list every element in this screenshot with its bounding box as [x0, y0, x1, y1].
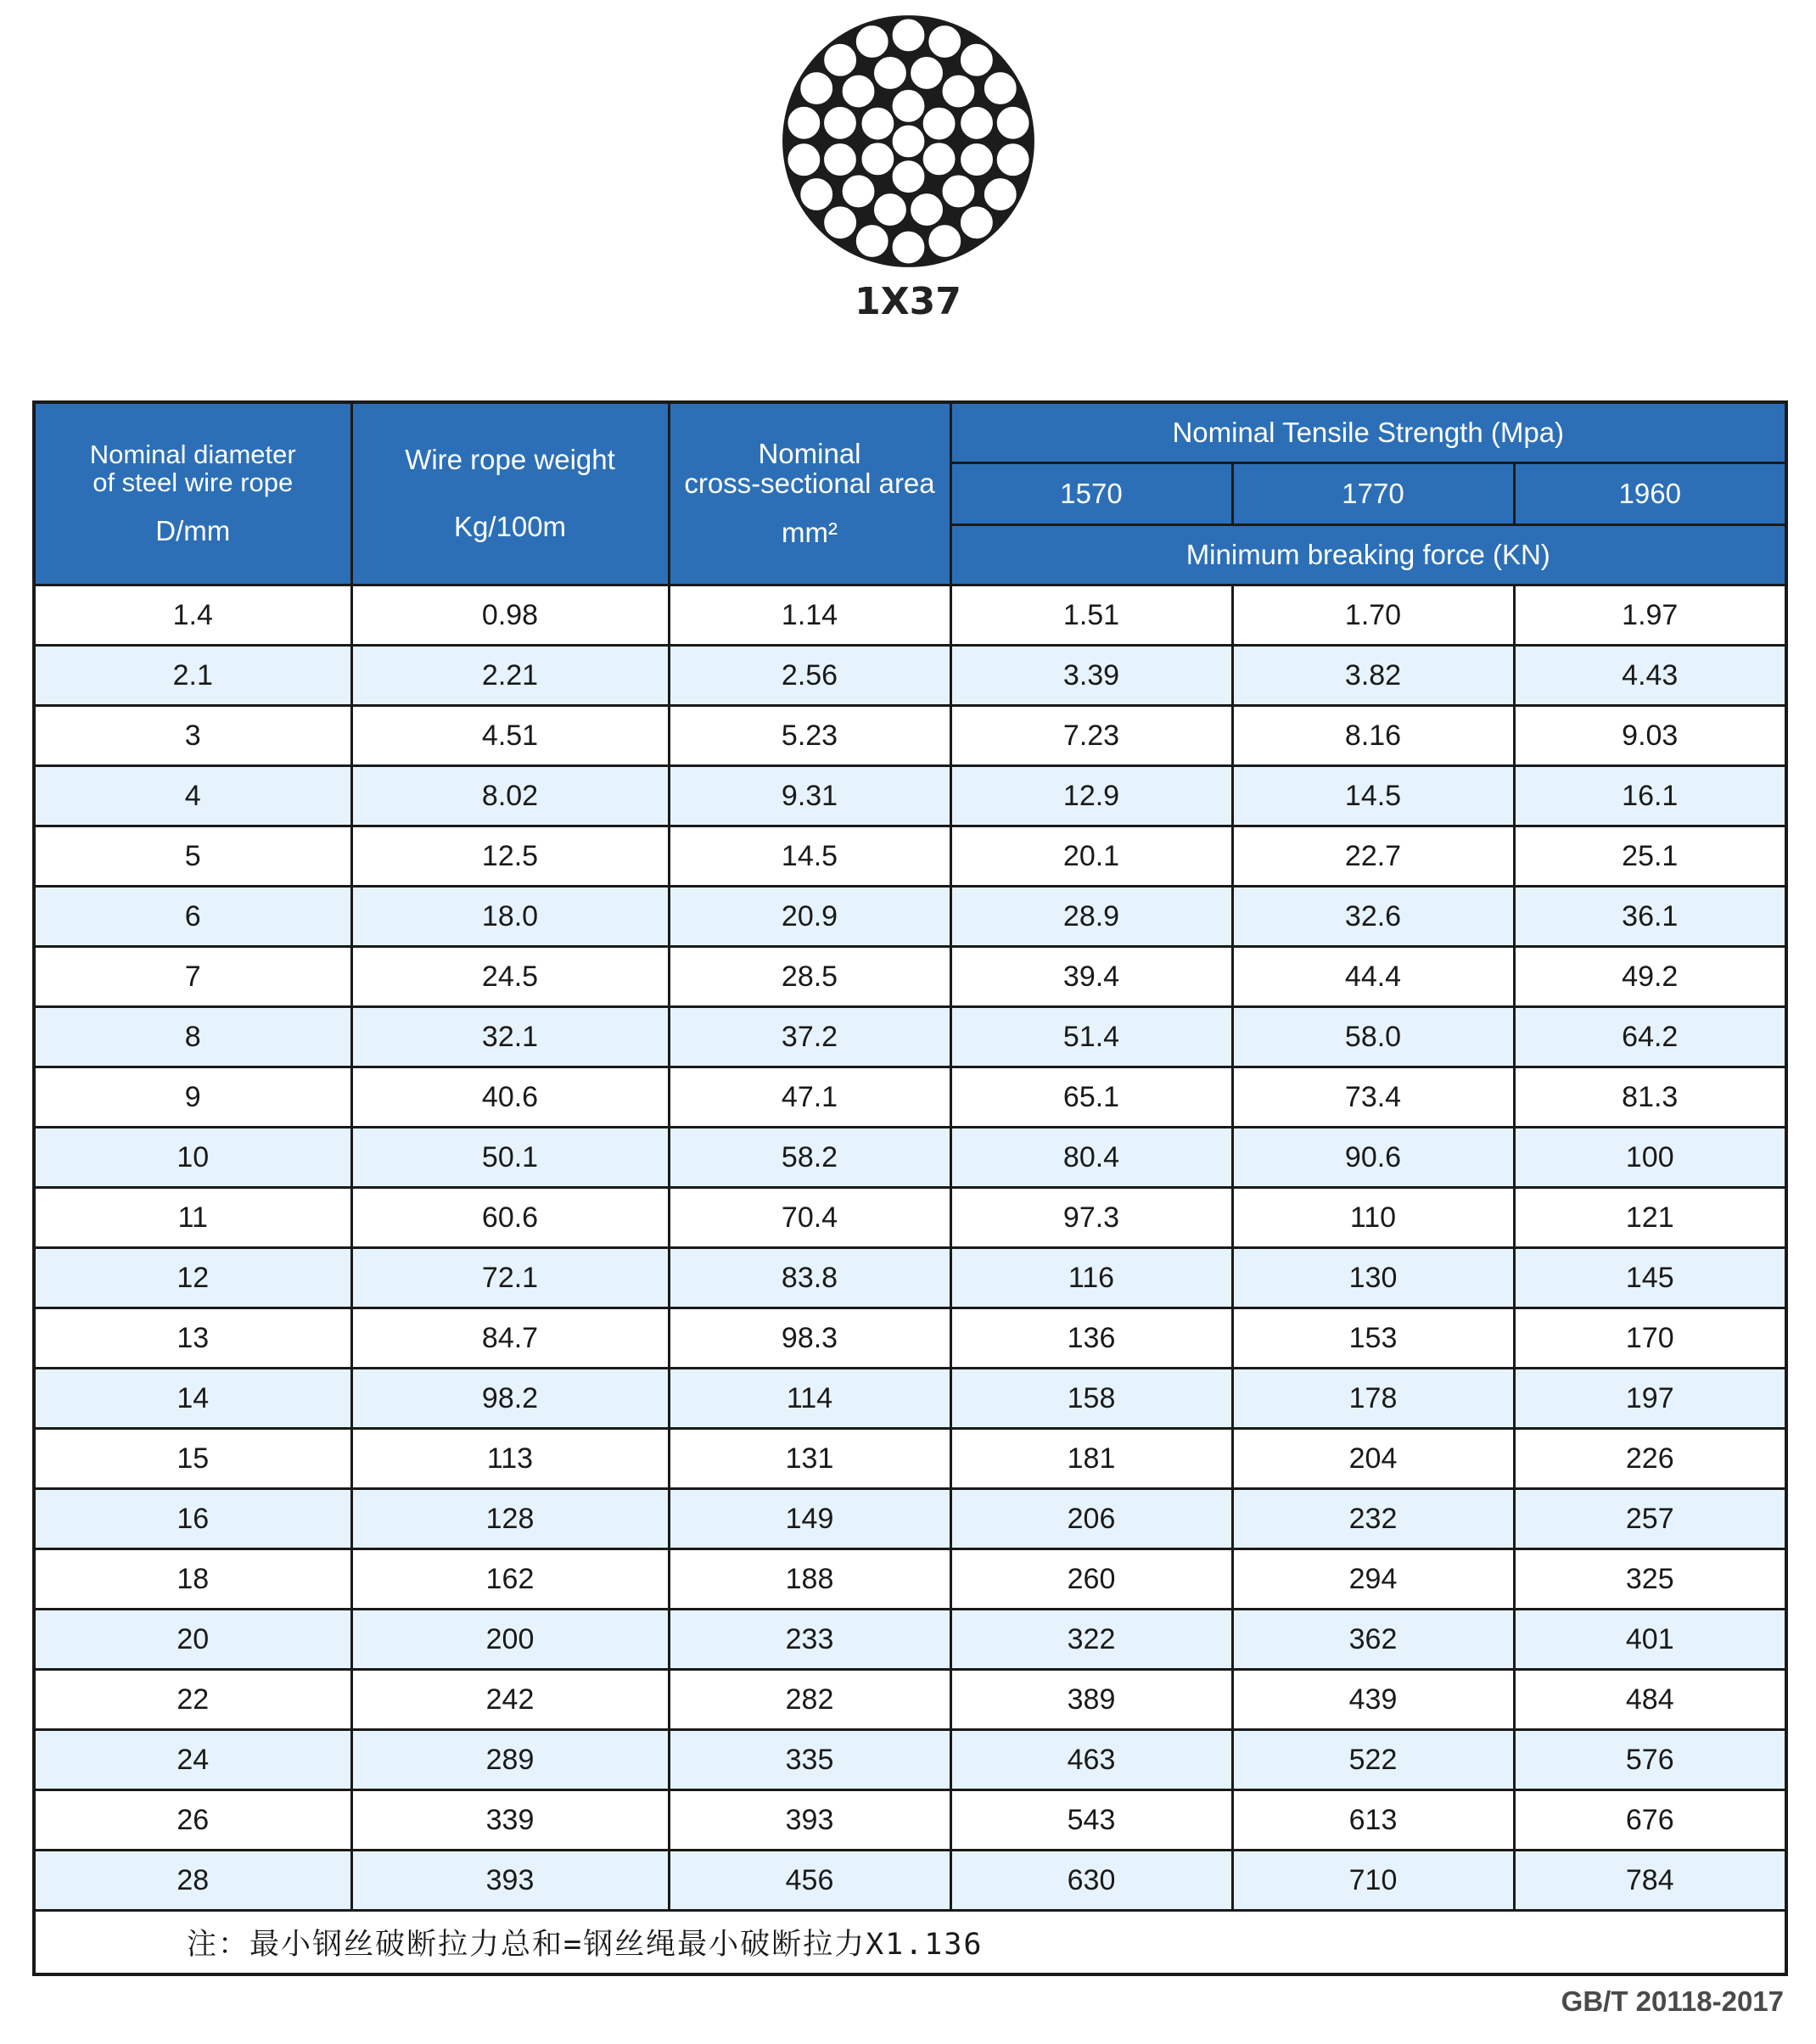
table-cell: 24.5	[351, 947, 669, 1007]
table-cell: 0.98	[351, 585, 669, 646]
table-cell: 2.56	[669, 646, 950, 706]
header-diameter-line1: Nominal diameter	[89, 440, 296, 470]
table-cell: 178	[1232, 1369, 1514, 1429]
table-cell: 613	[1232, 1790, 1514, 1851]
wire-strand	[960, 106, 994, 140]
wire-strand	[860, 107, 894, 141]
table-row	[34, 1730, 1786, 1790]
header-weight-unit: Kg/100m	[453, 511, 567, 542]
wire-strand	[910, 193, 944, 227]
table-cell: 401	[1514, 1610, 1786, 1670]
table-header	[34, 402, 1786, 585]
header-weight-label: Wire rope weight	[405, 444, 615, 476]
wire-strand	[960, 143, 994, 176]
wire-strand	[842, 75, 876, 109]
table-cell: 3.39	[950, 646, 1232, 706]
table-cell: 393	[669, 1790, 950, 1851]
table-cell: 4	[34, 766, 351, 826]
table-row	[34, 887, 1786, 947]
wire-strand	[787, 143, 821, 176]
wire-strand	[799, 177, 833, 211]
wire-strand	[787, 106, 821, 140]
table-cell: 162	[351, 1549, 669, 1610]
table-cell: 9	[34, 1067, 351, 1128]
header-diameter	[34, 402, 351, 585]
header-weight	[351, 402, 669, 585]
table-cell: 22	[34, 1670, 351, 1730]
table-cell: 233	[669, 1610, 950, 1670]
table-cell: 188	[669, 1549, 950, 1610]
table-cell: 73.4	[1232, 1067, 1514, 1128]
table-cell: 439	[1232, 1670, 1514, 1730]
table-cell: 282	[669, 1670, 950, 1730]
table-cell: 50.1	[351, 1128, 669, 1188]
table-cell: 289	[351, 1730, 669, 1790]
table-row	[34, 1610, 1786, 1670]
wire-strand	[860, 142, 894, 176]
table-cell: 114	[669, 1369, 950, 1429]
table-cell: 14.5	[1232, 766, 1514, 826]
table-cell: 14.5	[669, 826, 950, 887]
wire-strand	[960, 43, 994, 77]
table-cell: 20	[34, 1610, 351, 1670]
header-grade-1770: 1770	[1232, 463, 1514, 525]
header-area-line1: Nominal	[758, 438, 861, 470]
table-cell: 257	[1514, 1489, 1786, 1549]
header-area-unit: mm²	[782, 517, 838, 549]
table-cell: 28.5	[669, 947, 950, 1007]
table-cell: 12	[34, 1248, 351, 1308]
table-cell: 110	[1232, 1188, 1514, 1248]
table-cell: 226	[1514, 1429, 1786, 1489]
wire-strand	[823, 43, 857, 77]
wire-strand	[892, 125, 926, 159]
table-cell: 98.3	[669, 1308, 950, 1369]
header-diameter-line2: of steel wire rope	[92, 467, 294, 497]
table-cell: 70.4	[669, 1188, 950, 1248]
table-cell: 80.4	[950, 1128, 1232, 1188]
table-cell: 25.1	[1514, 826, 1786, 887]
table-cell: 206	[950, 1489, 1232, 1549]
wire-strand	[823, 143, 857, 176]
table-row	[34, 706, 1786, 766]
table-cell: 3	[34, 706, 351, 766]
table-cell: 49.2	[1514, 947, 1786, 1007]
table-row	[34, 1790, 1786, 1851]
steel-wire-rope-cross-section-icon	[779, 12, 1038, 271]
table-row	[34, 1851, 1786, 1911]
wire-strand	[892, 231, 926, 265]
table-cell: 130	[1232, 1248, 1514, 1308]
table-cell: 20.1	[950, 826, 1232, 887]
table-note: 注：最小钢丝破断拉力总和=钢丝绳最小破断拉力X1.136	[34, 1911, 1786, 1975]
table-cell: 58.2	[669, 1128, 950, 1188]
table-cell: 72.1	[351, 1248, 669, 1308]
table-cell: 14	[34, 1369, 351, 1429]
table-cell: 325	[1514, 1549, 1786, 1610]
table-cell: 322	[950, 1610, 1232, 1670]
table-cell: 522	[1232, 1730, 1514, 1790]
header-area-line2: cross-sectional area	[684, 467, 935, 499]
wire-strand	[996, 106, 1030, 140]
table-cell: 170	[1514, 1308, 1786, 1369]
table-cell: 11	[34, 1188, 351, 1248]
table-cell: 576	[1514, 1730, 1786, 1790]
table-cell: 463	[950, 1730, 1232, 1790]
table-cell: 8.16	[1232, 706, 1514, 766]
table-cell: 7	[34, 947, 351, 1007]
table-row	[34, 1007, 1786, 1067]
wire-strand	[984, 71, 1017, 105]
wire-strand	[922, 142, 956, 176]
header-diameter-unit: D/mm	[155, 515, 231, 547]
wire-strand	[942, 75, 976, 109]
table-cell: 339	[351, 1790, 669, 1851]
table-cell: 456	[669, 1851, 950, 1911]
table-cell: 18.0	[351, 887, 669, 947]
table-cell: 36.1	[1514, 887, 1786, 947]
table-row	[34, 1067, 1786, 1128]
table-cell: 47.1	[669, 1067, 950, 1128]
wire-strand	[910, 56, 944, 90]
table-cell: 260	[950, 1549, 1232, 1610]
table-cell: 484	[1514, 1670, 1786, 1730]
table-cell: 145	[1514, 1248, 1786, 1308]
table-cell: 7.23	[950, 706, 1232, 766]
table-cell: 40.6	[351, 1067, 669, 1128]
table-cell: 44.4	[1232, 947, 1514, 1007]
table-note-row	[34, 1911, 1786, 1975]
table-cell: 51.4	[950, 1007, 1232, 1067]
wire-strand	[823, 106, 857, 140]
header-area	[669, 402, 950, 585]
table-cell: 26	[34, 1790, 351, 1851]
table-cell: 12.9	[950, 766, 1232, 826]
wire-strand	[984, 177, 1017, 211]
table-cell: 200	[351, 1610, 669, 1670]
wire-strand	[892, 19, 926, 53]
table-cell: 84.7	[351, 1308, 669, 1369]
table-cell: 1.70	[1232, 585, 1514, 646]
table-row	[34, 585, 1786, 646]
table-cell: 16.1	[1514, 766, 1786, 826]
table-cell: 294	[1232, 1549, 1514, 1610]
wire-strand	[873, 56, 907, 90]
table-cell: 65.1	[950, 1067, 1232, 1128]
table-cell: 181	[950, 1429, 1232, 1489]
table-cell: 24	[34, 1730, 351, 1790]
table-body	[34, 585, 1786, 1975]
table-cell: 32.6	[1232, 887, 1514, 947]
table-cell: 197	[1514, 1369, 1786, 1429]
wire-strand	[855, 25, 889, 59]
rope-construction-label: 1X37	[855, 280, 961, 323]
table-cell: 158	[950, 1369, 1232, 1429]
table-cell: 10	[34, 1128, 351, 1188]
table-cell: 136	[950, 1308, 1232, 1369]
table-cell: 4.43	[1514, 646, 1786, 706]
table-cell: 28.9	[950, 887, 1232, 947]
standard-code: GB/T 20118-2017	[1561, 1985, 1784, 2017]
header-tensile-strength: Nominal Tensile Strength (Mpa)	[950, 402, 1786, 463]
wire-strand	[892, 89, 926, 123]
table-cell: 12.5	[351, 826, 669, 887]
table-cell: 784	[1514, 1851, 1786, 1911]
table-cell: 389	[950, 1670, 1232, 1730]
table-cell: 710	[1232, 1851, 1514, 1911]
wire-strand	[928, 224, 961, 258]
table-cell: 13	[34, 1308, 351, 1369]
table-row	[34, 1188, 1786, 1248]
table-cell: 3.82	[1232, 646, 1514, 706]
table-cell: 4.51	[351, 706, 669, 766]
table-cell: 1.97	[1514, 585, 1786, 646]
table-cell: 1.4	[34, 585, 351, 646]
table-row	[34, 1429, 1786, 1489]
table-cell: 39.4	[950, 947, 1232, 1007]
table-row	[34, 646, 1786, 706]
table-row	[34, 826, 1786, 887]
table-cell: 232	[1232, 1489, 1514, 1549]
table-cell: 2.21	[351, 646, 669, 706]
table-row	[34, 947, 1786, 1007]
table-cell: 32.1	[351, 1007, 669, 1067]
table-cell: 83.8	[669, 1248, 950, 1308]
table-cell: 98.2	[351, 1369, 669, 1429]
table-cell: 121	[1514, 1188, 1786, 1248]
table-cell: 1.51	[950, 585, 1232, 646]
table-cell: 113	[351, 1429, 669, 1489]
header-grade-1570: 1570	[950, 463, 1232, 525]
wire-rope-spec-table	[32, 400, 1788, 1976]
wire-strand	[942, 175, 976, 209]
table-cell: 362	[1232, 1610, 1514, 1670]
table-cell: 22.7	[1232, 826, 1514, 887]
table-cell: 100	[1514, 1128, 1786, 1188]
table-cell: 9.31	[669, 766, 950, 826]
wire-strand	[873, 193, 907, 227]
table-cell: 9.03	[1514, 706, 1786, 766]
table-cell: 15	[34, 1429, 351, 1489]
table-row	[34, 1549, 1786, 1610]
table-cell: 131	[669, 1429, 950, 1489]
table-cell: 630	[950, 1851, 1232, 1911]
table-cell: 5.23	[669, 706, 950, 766]
table-row	[34, 1128, 1786, 1188]
wire-strand	[855, 224, 889, 258]
table-cell: 97.3	[950, 1188, 1232, 1248]
table-row	[34, 1369, 1786, 1429]
table-cell: 81.3	[1514, 1067, 1786, 1128]
table-cell: 37.2	[669, 1007, 950, 1067]
wire-strand	[960, 205, 994, 239]
header-breaking-force: Minimum breaking force (KN)	[950, 525, 1786, 585]
table-cell: 20.9	[669, 887, 950, 947]
table-cell: 18	[34, 1549, 351, 1610]
table-cell: 60.6	[351, 1188, 669, 1248]
table-cell: 16	[34, 1489, 351, 1549]
wire-strand	[799, 71, 833, 105]
table-cell: 6	[34, 887, 351, 947]
wire-strand	[823, 205, 857, 239]
wire-strand	[928, 25, 961, 59]
wire-strand	[892, 160, 926, 193]
table-cell: 8	[34, 1007, 351, 1067]
table-cell: 335	[669, 1730, 950, 1790]
table-cell: 128	[351, 1489, 669, 1549]
table-row	[34, 1308, 1786, 1369]
table-cell: 5	[34, 826, 351, 887]
table-cell: 153	[1232, 1308, 1514, 1369]
table-cell: 8.02	[351, 766, 669, 826]
table-cell: 2.1	[34, 646, 351, 706]
table-cell: 242	[351, 1670, 669, 1730]
table-cell: 90.6	[1232, 1128, 1514, 1188]
table-cell: 64.2	[1514, 1007, 1786, 1067]
wire-strand	[922, 107, 956, 141]
wire-strand	[842, 175, 876, 209]
wire-strand	[996, 143, 1030, 176]
table-cell: 28	[34, 1851, 351, 1911]
table-row	[34, 1489, 1786, 1549]
table-cell: 58.0	[1232, 1007, 1514, 1067]
header-grade-1960: 1960	[1514, 463, 1786, 525]
table-row	[34, 1670, 1786, 1730]
table-row	[34, 766, 1786, 826]
table-row	[34, 1248, 1786, 1308]
table-cell: 116	[950, 1248, 1232, 1308]
table-cell: 1.14	[669, 585, 950, 646]
table-cell: 676	[1514, 1790, 1786, 1851]
table-cell: 393	[351, 1851, 669, 1911]
table-cell: 149	[669, 1489, 950, 1549]
table-cell: 204	[1232, 1429, 1514, 1489]
table-cell: 543	[950, 1790, 1232, 1851]
